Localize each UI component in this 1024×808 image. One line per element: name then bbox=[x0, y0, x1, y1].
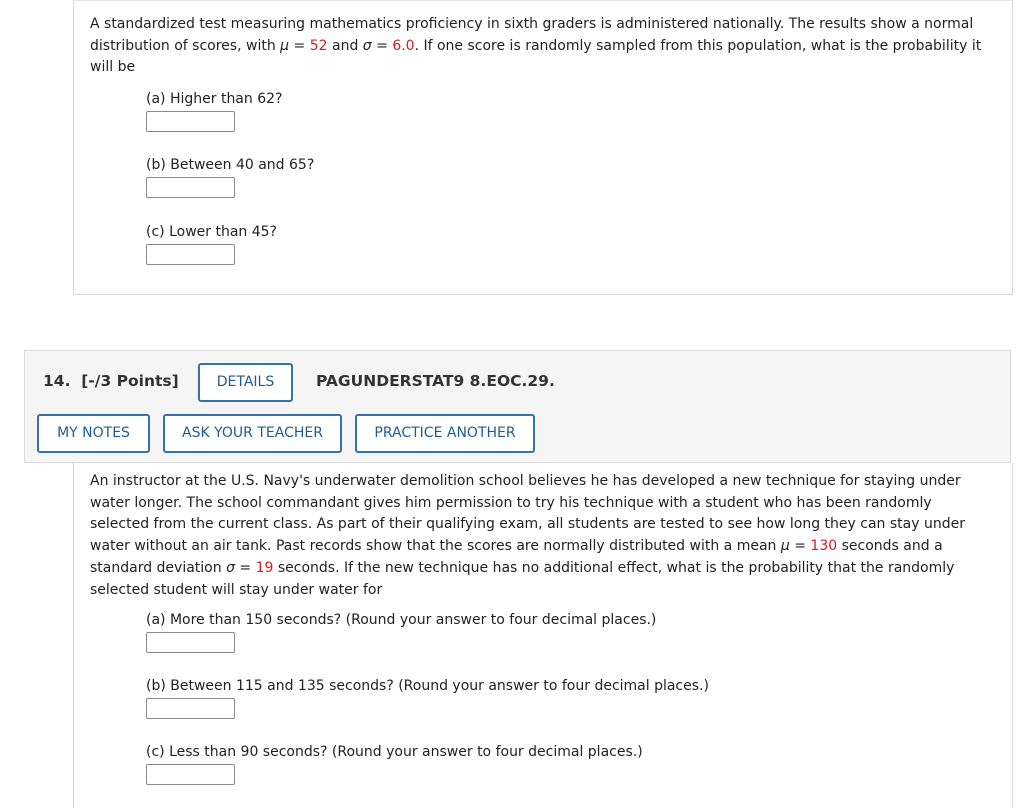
question-number: 14. [-/3 Points] bbox=[43, 372, 179, 390]
mu-value: 130 bbox=[810, 538, 838, 555]
sigma-value: 6.0 bbox=[392, 37, 415, 54]
question-13-text: A standardized test measuring mathematics proficiency in sixth graders is administered nationally. The results show a normal distribution of scores, with μ = 52 and σ = 6.0. If one score is randomly sampled from this population, what is the probability it will be bbox=[90, 16, 982, 76]
part-a-answer-input[interactable] bbox=[146, 111, 235, 132]
part-b-label: (b) Between 115 and 135 seconds? (Round your answer to four decimal places.) bbox=[146, 678, 709, 694]
part-a bbox=[146, 611, 656, 653]
part-c bbox=[146, 743, 643, 785]
part-a-answer-input[interactable] bbox=[146, 632, 235, 653]
ask-your-teacher-button[interactable]: ASK YOUR TEACHER bbox=[163, 414, 342, 453]
part-a-label: (a) More than 150 seconds? (Round your answer to four decimal places.) bbox=[146, 612, 657, 628]
practice-another-button[interactable]: PRACTICE ANOTHER bbox=[355, 414, 535, 453]
question-14-header bbox=[24, 350, 1011, 463]
sigma-symbol: σ bbox=[226, 559, 235, 576]
points: [-/3 Points] bbox=[81, 372, 179, 390]
part-c-label: (c) Lower than 45? bbox=[146, 224, 277, 240]
part-a bbox=[146, 90, 282, 132]
mu-value: 52 bbox=[309, 37, 328, 54]
question-13-panel bbox=[73, 0, 1013, 295]
part-c-answer-input[interactable] bbox=[146, 244, 235, 265]
part-b-label: (b) Between 40 and 65? bbox=[146, 157, 315, 173]
part-a-label: (a) Higher than 62? bbox=[146, 91, 283, 107]
part-b-answer-input[interactable] bbox=[146, 177, 235, 198]
part-c-label: (c) Less than 90 seconds? (Round your answer to four decimal places.) bbox=[146, 744, 643, 760]
details-button[interactable]: DETAILS bbox=[198, 363, 293, 402]
sigma-symbol: σ bbox=[362, 37, 372, 54]
mu-symbol: μ bbox=[780, 538, 790, 555]
part-b-answer-input[interactable] bbox=[146, 698, 235, 719]
question-code: PAGUNDERSTAT9 8.EOC.29. bbox=[316, 372, 555, 390]
part-c bbox=[146, 223, 277, 265]
sigma-value: 19 bbox=[255, 559, 274, 576]
part-b bbox=[146, 677, 709, 719]
question-14-text: An instructor at the U.S. Navy's underwater demolition school believes he has developed a new technique for staying under water longer. The school commandant gives him permission to try his technique with a student who has been randomly selected from the current class. As part of their qualifying exam, all students are tested to see how long they can stay under water without an air tank. Past records show that the scores are normally distributed with a mean μ = 130 seconds and a standard deviation σ = 19 seconds. If the new technique has no additional effect, what is the probability that the randomly selected student will stay under water for bbox=[90, 473, 965, 598]
part-b bbox=[146, 156, 314, 198]
question-14-panel bbox=[73, 463, 1013, 808]
my-notes-button[interactable]: MY NOTES bbox=[37, 414, 150, 453]
part-c-answer-input[interactable] bbox=[146, 764, 235, 785]
mu-symbol: μ bbox=[280, 37, 290, 54]
